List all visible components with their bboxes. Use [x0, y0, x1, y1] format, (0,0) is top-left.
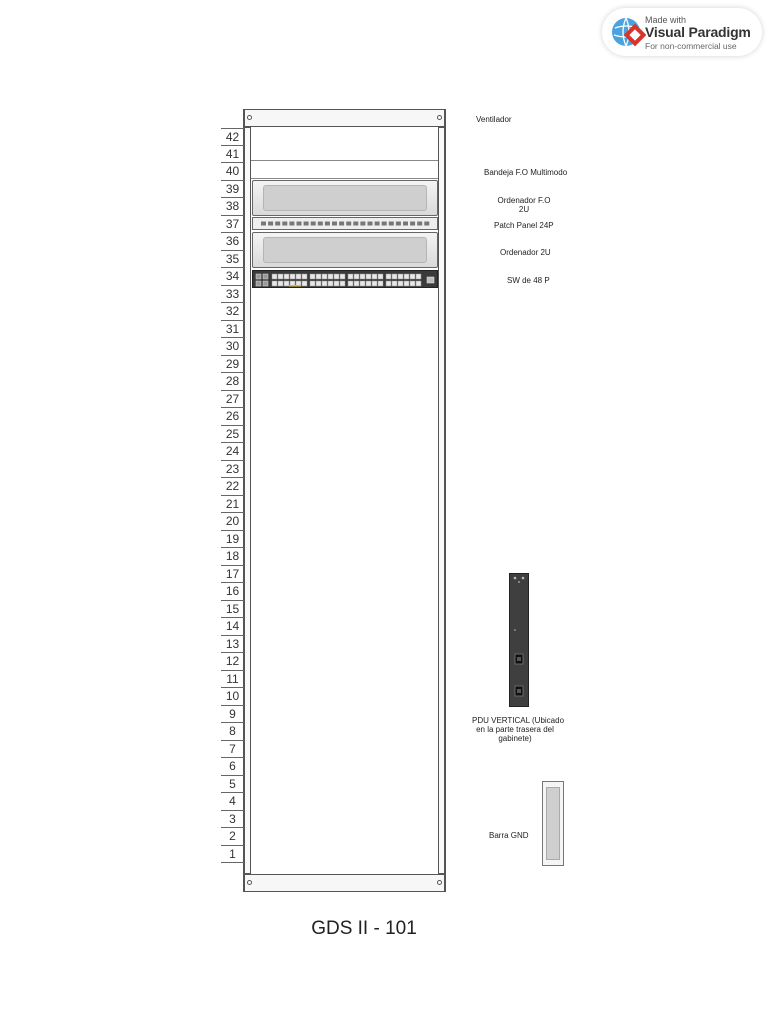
- watermark-line3: For non-commercial use: [645, 41, 737, 51]
- pdu-vertical: [509, 573, 529, 707]
- rack-unit-11: 11: [221, 671, 244, 689]
- fiber-organizer-2u: [252, 180, 438, 216]
- patch-ports-icon: [259, 221, 433, 226]
- rack-unit-26: 26: [221, 408, 244, 426]
- cable-organizer-2u: [252, 232, 438, 268]
- rack-unit-33: 33: [221, 286, 244, 304]
- watermark-line1: Made with: [645, 15, 687, 25]
- rack-unit-5: 5: [221, 776, 244, 794]
- label-ordenador-2u: Ordenador 2U: [500, 248, 551, 257]
- rack-unit-numbers: [221, 128, 244, 863]
- rack-unit-21: 21: [221, 496, 244, 514]
- label-ordenador-fo-line2: 2U: [518, 205, 530, 214]
- label-ordenador-fo-line1: Ordenador F.O: [497, 196, 551, 205]
- rack-unit-30: 30: [221, 338, 244, 356]
- screw-icon: [437, 880, 442, 885]
- label-pdu-line2: en la parte trasera del: [476, 725, 554, 734]
- rack-unit-18: 18: [221, 548, 244, 566]
- watermark-line2: Visual Paradigm: [645, 24, 751, 40]
- diagram-caption: GDS II - 101: [311, 918, 417, 939]
- rack-unit-17: 17: [221, 566, 244, 584]
- patch-panel-24p: [252, 217, 438, 230]
- rack-unit-38: 38: [221, 198, 244, 216]
- pdu-outlets-icon: [510, 574, 528, 706]
- fiber-tray-slot: [251, 161, 438, 179]
- rack-unit-40: 40: [221, 163, 244, 181]
- rack-unit-34: 34: [221, 268, 244, 286]
- rack-unit-22: 22: [221, 478, 244, 496]
- rack-unit-31: 31: [221, 321, 244, 339]
- rack-unit-27: 27: [221, 391, 244, 409]
- rack-unit-29: 29: [221, 356, 244, 374]
- screw-icon: [247, 880, 252, 885]
- rack-unit-37: 37: [221, 216, 244, 234]
- label-ventilador: Ventilador: [476, 115, 512, 124]
- label-switch: SW de 48 P: [507, 276, 550, 285]
- rack-unit-10: 10: [221, 688, 244, 706]
- rack-unit-15: 15: [221, 601, 244, 619]
- rack-unit-25: 25: [221, 426, 244, 444]
- rack-unit-4: 4: [221, 793, 244, 811]
- rack-unit-13: 13: [221, 636, 244, 654]
- rack-unit-23: 23: [221, 461, 244, 479]
- label-bandeja: Bandeja F.O Multimodo: [484, 168, 568, 177]
- label-pdu-line3: gabinete): [498, 734, 532, 743]
- rack-unit-20: 20: [221, 513, 244, 531]
- switch-ports-icon: [253, 271, 439, 289]
- rack-unit-39: 39: [221, 181, 244, 199]
- rack-unit-28: 28: [221, 373, 244, 391]
- rack-rail-right: [438, 127, 445, 874]
- rack-bottom-cap: [244, 874, 445, 892]
- visual-paradigm-watermark: [602, 8, 762, 56]
- label-pdu-line1: PDU VERTICAL (Ubicado: [472, 716, 565, 725]
- rack-top-cap: [244, 109, 445, 127]
- rack-unit-9: 9: [221, 706, 244, 724]
- rack-unit-36: 36: [221, 233, 244, 251]
- rack-unit-32: 32: [221, 303, 244, 321]
- rack-unit-14: 14: [221, 618, 244, 636]
- label-ordenador-fo: [484, 196, 564, 214]
- label-pdu: [472, 716, 565, 743]
- rack-rail-left: [244, 127, 251, 874]
- rack-unit-42: 42: [221, 128, 244, 146]
- rack-unit-12: 12: [221, 653, 244, 671]
- rack-unit-16: 16: [221, 583, 244, 601]
- fan-slot: [251, 127, 438, 161]
- rack-unit-1: 1: [221, 846, 244, 864]
- rack-unit-8: 8: [221, 723, 244, 741]
- rack-unit-2: 2: [221, 828, 244, 846]
- rack-unit-3: 3: [221, 811, 244, 829]
- rack-unit-7: 7: [221, 741, 244, 759]
- label-gnd: Barra GND: [489, 831, 529, 840]
- switch-48-ports: [252, 270, 438, 288]
- screw-icon: [437, 115, 442, 120]
- rack-unit-35: 35: [221, 251, 244, 269]
- visual-paradigm-logo-icon: [610, 14, 646, 50]
- ground-bar: [542, 781, 564, 866]
- rack-unit-41: 41: [221, 146, 244, 164]
- rack-unit-19: 19: [221, 531, 244, 549]
- screw-icon: [247, 115, 252, 120]
- label-patch-panel: Patch Panel 24P: [494, 221, 554, 230]
- rack-unit-6: 6: [221, 758, 244, 776]
- rack-unit-24: 24: [221, 443, 244, 461]
